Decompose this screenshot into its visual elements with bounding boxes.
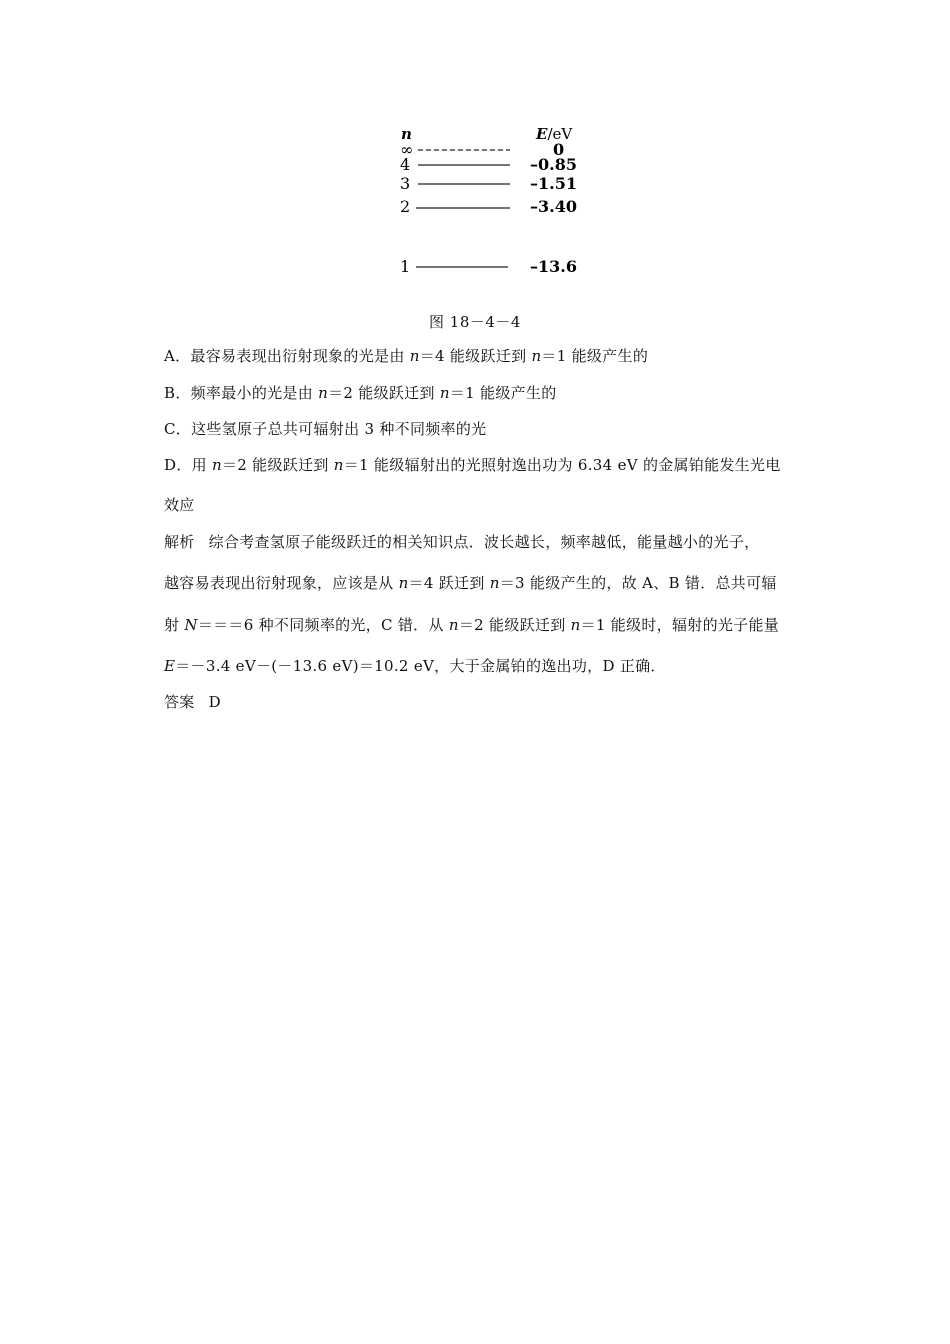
option-b: B．频率最小的光是由 n＝2 能级跃迁到 n＝1 能级产生的 (164, 384, 557, 402)
level-label-infinity: ∞ (400, 140, 414, 159)
option-d: D．用 n＝2 能级跃迁到 n＝1 能级辐射出的光照射逸出功为 6.34 eV 的金属铂能发生光电 (164, 456, 781, 474)
answer-label: 答案 (164, 693, 195, 711)
answer-value: D (208, 693, 221, 711)
analysis-line-4: E＝－3.4 eV－(－13.6 eV)＝10.2 eV，大于金属铂的逸出功，D 正确． (164, 657, 666, 675)
option-d-continued: 效应 (164, 496, 195, 514)
level-energy-4: –0.85 (530, 155, 577, 174)
level-energy-3: –1.51 (530, 174, 577, 193)
level-energy-1: –13.6 (530, 257, 577, 276)
level-label-1: 1 (400, 257, 411, 276)
energy-level-svg (380, 118, 600, 288)
n-axis-header: n (401, 125, 412, 143)
figure-caption: 图 18－4－4 (429, 313, 521, 331)
analysis-line-3: 射 N＝＝＝6 种不同频率的光，C 错．从 n＝2 能级跃迁到 n＝1 能级时，辐射的光子能量 (164, 616, 780, 634)
energy-axis-header: E/eV (536, 125, 573, 143)
answer-line (164, 691, 221, 712)
level-label-3: 3 (400, 174, 411, 193)
level-energy-infinity: 0 (553, 140, 565, 159)
energy-level-diagram (380, 118, 600, 288)
option-a: A．最容易表现出衍射现象的光是由 n＝4 能级跃迁到 n＝1 能级产生的 (164, 347, 649, 365)
analysis-label: 解析 (164, 533, 195, 551)
level-label-2: 2 (400, 197, 411, 216)
level-energy-2: –3.40 (530, 197, 577, 216)
level-label-4: 4 (400, 155, 411, 174)
analysis-line-1: 解析 综合考查氢原子能级跃迁的相关知识点．波长越长，频率越低，能量越小的光子， (164, 533, 760, 551)
analysis-line-2: 越容易表现出衍射现象，应该是从 n＝4 跃迁到 n＝3 能级产生的，故 A、B 错．总共可辐 (164, 574, 777, 592)
option-c: C．这些氢原子总共可辐射出 3 种不同频率的光 (164, 420, 487, 438)
